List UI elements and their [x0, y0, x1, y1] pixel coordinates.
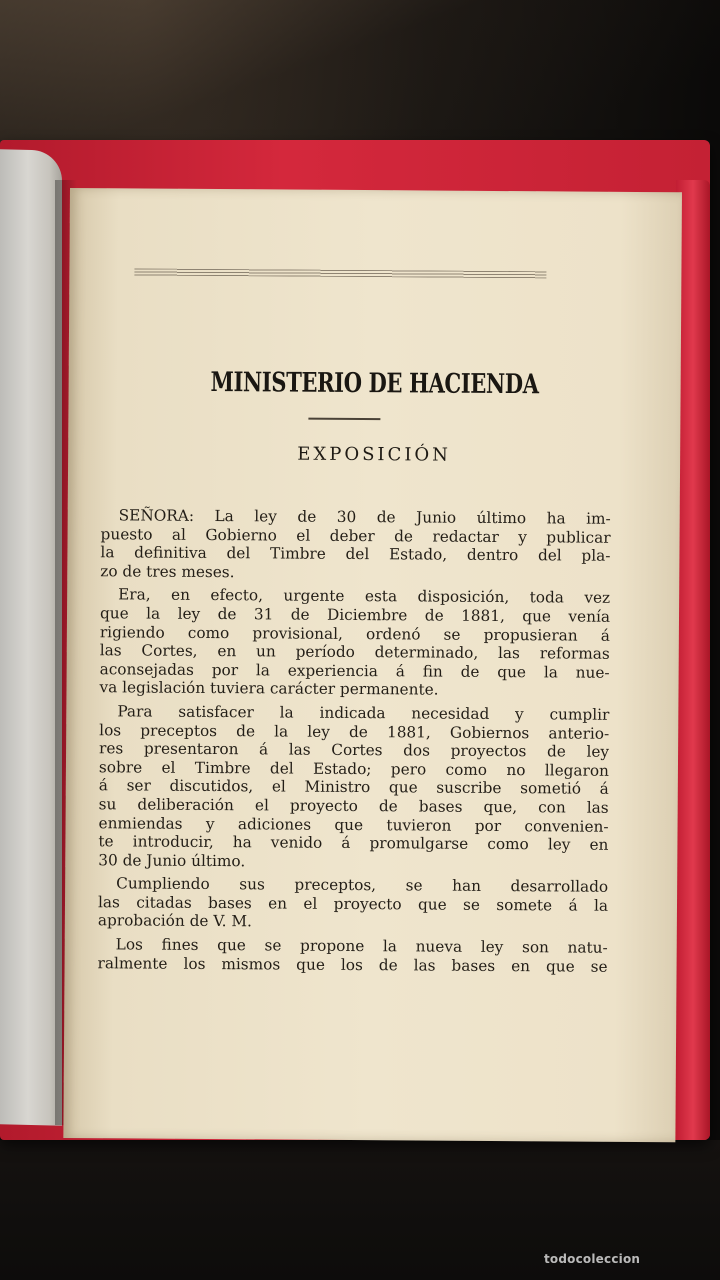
text-line: ralmente los mismos que los de las bases en que se: [97, 953, 608, 976]
text-line: la definitiva del Timbre del Estado, dentro del pla-: [100, 543, 611, 565]
text-line: las Cortes, en un período determinado, las reformas: [99, 641, 610, 663]
text-line: las citadas bases en el proyecto que se somete á la: [97, 893, 609, 915]
paragraph: [98, 874, 608, 933]
paragraph: [98, 702, 609, 873]
body-text: [97, 506, 610, 981]
ministry-title: MINISTERIO DE HACIENDA: [210, 366, 539, 401]
text-line: aconsejadas por la experiencia á fin de que la nue-: [99, 659, 610, 682]
text-line: Cumpliendo sus preceptos, se han desarrollado: [116, 874, 609, 897]
text-line: Para satisfacer la indicada necesidad y cumplir: [117, 702, 610, 724]
text-line: rigiendo como provisional, ordenó se propusieran á: [99, 622, 610, 645]
section-title: EXPOSICIÓN: [297, 443, 452, 466]
text-line: aprobación de V. M.: [97, 911, 253, 931]
left-page: [0, 149, 62, 1126]
text-line: puesto al Gobierno el deber de redactar y publicar: [100, 524, 611, 547]
text-line: Los fines que se propone la nueva ley son natu-: [115, 935, 608, 957]
text-line: SEÑORA: La ley de 30 de Junio último ha im-: [118, 506, 611, 528]
paragraph: [99, 586, 610, 701]
paragraph: [100, 506, 611, 584]
text-line: enmiendas y adiciones que tuvieron por convenien-: [98, 813, 609, 836]
text-line: sobre el Timbre del Estado; pero como no llegaron: [98, 757, 610, 780]
text-line: va legislación tuviera carácter permanente.: [99, 678, 439, 699]
text-line: 30 de Junio último.: [98, 850, 246, 870]
text-line: su deliberación el proyecto de bases que, con las: [98, 795, 609, 817]
text-line: res presentaron á las Cortes dos proyectos de ley: [99, 739, 610, 761]
text-line: que la ley de 31 de Diciembre de 1881, que venía: [99, 604, 611, 626]
watermark-text: todocoleccion: [544, 1252, 641, 1266]
book-page: [63, 188, 682, 1142]
header-rule: [134, 268, 546, 278]
paragraph: [98, 935, 608, 976]
text-line: á ser discutidos, el Ministro que suscribe sometió á: [98, 776, 609, 799]
book-cover-edge: [676, 180, 710, 1140]
title-divider: [308, 418, 380, 421]
text-line: zo de tres meses.: [100, 562, 235, 581]
text-line: Era, en efecto, urgente esta disposición, toda vez: [118, 585, 611, 608]
text-line: los preceptos de la ley de 1881, Gobiernos anterio-: [99, 720, 610, 743]
text-line: te introducir, ha venido á promulgarse como ley en: [98, 832, 609, 854]
